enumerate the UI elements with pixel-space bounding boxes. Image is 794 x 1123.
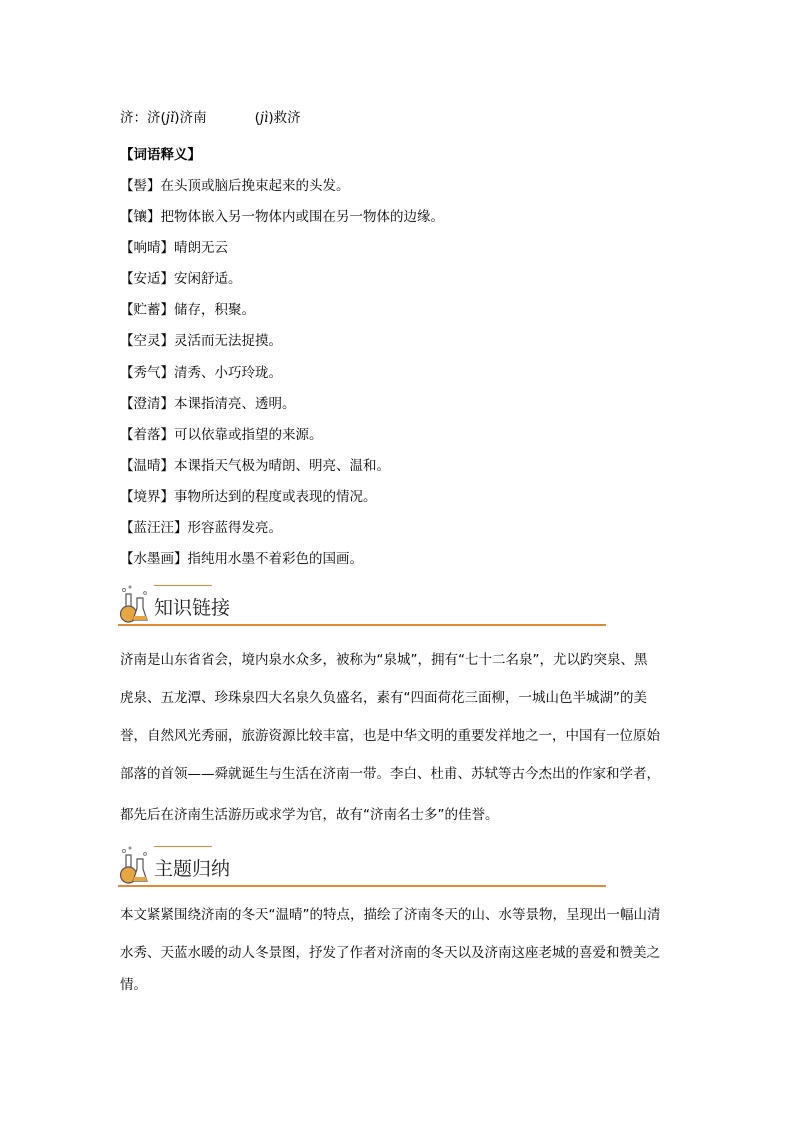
vocab-item xyxy=(120,395,296,413)
vocab-term: 【贮蓄】 xyxy=(120,302,174,318)
vocab-heading: 【词语释义】 xyxy=(120,147,201,163)
pinyin-ji4: jì xyxy=(259,110,269,126)
vocab-item xyxy=(120,457,390,475)
flask-icon xyxy=(118,845,148,885)
vocab-item xyxy=(120,426,323,444)
knowledge-section-title: 知识链接 xyxy=(154,597,231,619)
vocab-term: 【蓝汪汪】 xyxy=(120,520,188,536)
pronunciation-prefix: 济：济( xyxy=(120,110,166,126)
section-accent-rule xyxy=(154,585,212,586)
knowledge-section-header xyxy=(118,582,606,626)
vocab-term: 【空灵】 xyxy=(120,333,174,349)
section-accent-rule xyxy=(154,846,212,847)
pronunciation-open: ( xyxy=(254,110,260,126)
pronunciation-suffix: )救济 xyxy=(268,110,301,126)
vocab-term: 【秀气】 xyxy=(120,365,174,381)
vocab-term: 【温晴】 xyxy=(120,458,174,474)
vocab-definition: 清秀、小巧玲珑。 xyxy=(174,365,282,381)
vocab-definition: 本课指清亮、透明。 xyxy=(174,396,296,412)
vocab-definition: 可以依靠或指望的来源。 xyxy=(174,427,323,443)
vocab-item xyxy=(120,519,282,537)
vocab-definition: 把物体嵌入另一物体内或围在另一物体的边缘。 xyxy=(160,209,444,225)
vocab-term: 【水墨画】 xyxy=(120,551,188,567)
pronunciation-line xyxy=(120,109,301,127)
vocab-definition: 事物所达到的程度或表现的情况。 xyxy=(174,489,377,505)
vocab-definition: 指纯用水墨不着彩色的国画。 xyxy=(187,551,363,567)
vocab-item xyxy=(120,270,242,288)
vocab-term: 【髻】 xyxy=(120,178,161,194)
vocab-item xyxy=(120,488,377,506)
section-divider xyxy=(118,624,606,626)
vocab-item xyxy=(120,177,350,195)
vocab-item xyxy=(120,550,363,568)
vocab-item xyxy=(120,239,228,257)
paragraph-line: 都先后在济南生活游历或求学为官，故有“济南名士多”的佳誉。 xyxy=(120,807,499,823)
paragraph-line: 虎泉、五龙潭、珍珠泉四大名泉久负盛名，素有“四面荷花三面柳，一城山色半城湖”的美 xyxy=(120,690,647,706)
vocab-term: 【澄清】 xyxy=(120,396,174,412)
theme-section-header xyxy=(118,843,606,887)
vocab-term: 【着落】 xyxy=(120,427,174,443)
vocab-term: 【境界】 xyxy=(120,489,174,505)
paragraph-line: 部落的首领——舜就诞生与生活在济南一带。李白、杜甫、苏轼等古今杰出的作家和学者， xyxy=(120,766,660,782)
vocab-term: 【镶】 xyxy=(120,209,161,225)
vocab-item xyxy=(120,332,282,350)
vocab-definition: 在头顶或脑后挽束起来的头发。 xyxy=(160,178,350,194)
vocab-term: 【安适】 xyxy=(120,271,174,287)
vocab-item xyxy=(120,364,282,382)
vocab-item xyxy=(120,301,255,319)
vocab-definition: 本课指天气极为晴朗、明亮、温和。 xyxy=(174,458,390,474)
vocab-definition: 晴朗无云 xyxy=(174,240,228,256)
paragraph-line: 济南是山东省省会，境内泉水众多，被称为“泉城”，拥有“七十二名泉”，尤以趵突泉、黑 xyxy=(120,652,648,668)
vocab-definition: 形容蓝得发亮。 xyxy=(187,520,282,536)
vocab-definition: 安闲舒适。 xyxy=(174,271,242,287)
vocab-item xyxy=(120,208,444,226)
flask-icon xyxy=(118,584,148,624)
pinyin-ji3: jǐ xyxy=(165,110,175,126)
paragraph-line: 情。 xyxy=(120,977,147,993)
pronunciation-mid: )济南 xyxy=(174,110,207,126)
vocab-term: 【响晴】 xyxy=(120,240,174,256)
vocab-definition: 灵活而无法捉摸。 xyxy=(174,333,282,349)
section-divider xyxy=(118,885,606,887)
paragraph-line: 本文紧紧围绕济南的冬天“温晴”的特点，描绘了济南冬天的山、水等景物，呈现出一幅山清 xyxy=(120,907,661,923)
paragraph-line: 誉，自然风光秀丽，旅游资源比较丰富，也是中华文明的重要发祥地之一，中国有一位原始 xyxy=(120,728,660,744)
theme-section-title: 主题归纳 xyxy=(154,858,231,880)
paragraph-line: 水秀、天蓝水暖的动人冬景图，抒发了作者对济南的冬天以及济南这座老城的喜爱和赞美之 xyxy=(120,945,660,961)
vocab-definition: 储存，积聚。 xyxy=(174,302,255,318)
